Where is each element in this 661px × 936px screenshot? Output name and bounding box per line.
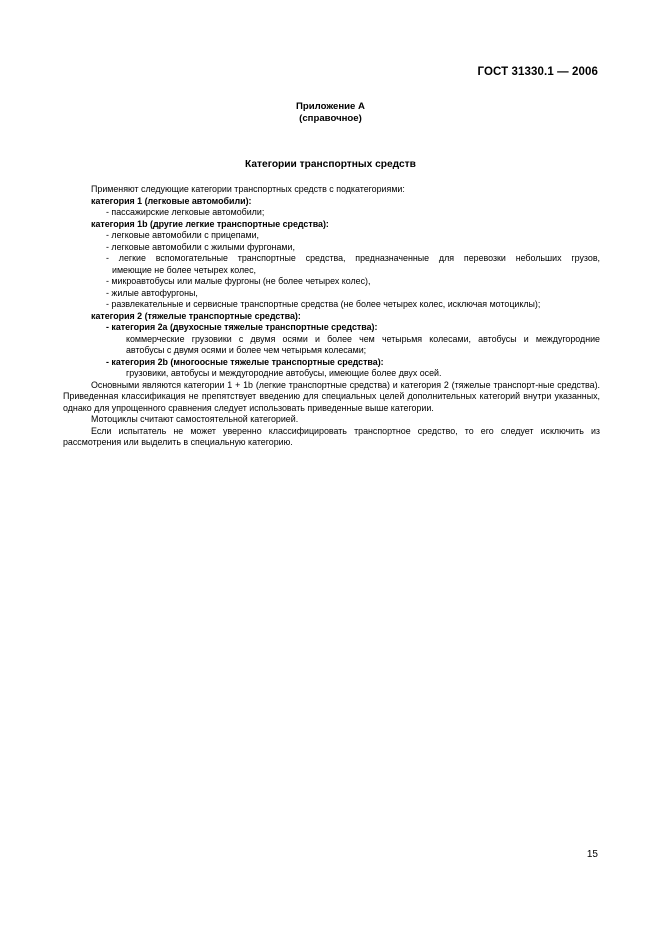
paragraph: Основными являются категории 1 + 1b (легкие транспортные средства) и категория 2 (тяжелые транспорт-ные средства). Приведенная классификация не препятствует введению для специальных целей дополнительных категорий внутри указанных, однако для упрощенного сравнения следует использовать приведенные выше категории. xyxy=(63,379,600,413)
category-2a-title: - категория 2a (двухосные тяжелые транспортные средства): xyxy=(106,322,378,332)
document-header-id: ГОСТ 31330.1 — 2006 xyxy=(477,66,598,78)
category-1b-item: - развлекательные и сервисные транспортные средства (не более четырех колес, исключая мотоциклы); xyxy=(106,299,541,309)
category-2a-text: автобусы с двумя осями и более чем четырьмя колесами; xyxy=(126,345,367,355)
category-2a-text: коммерческие грузовики с двумя осями и более чем четырьмя колесами, автобусы и междугородние xyxy=(126,333,600,344)
category-1b-item: - легковые автомобили с жилыми фургонами, xyxy=(106,241,295,252)
paragraph: Если испытатель не может уверенно классифицировать транспортное средство, то его следует исключить из рассмотрения или выделить в специальную категорию. xyxy=(63,425,600,447)
category-1-title: категория 1 (легковые автомобили): xyxy=(91,195,252,206)
intro-text: Применяют следующие категории транспортных средств с подкатегориями: xyxy=(91,184,405,194)
category-1b-title: категория 1b (другие легкие транспортные средства): xyxy=(91,218,329,229)
section-title: Категории транспортных средств xyxy=(245,159,416,170)
category-1b-item: - жилые автофургоны, xyxy=(106,287,198,298)
annex-type: (справочное) xyxy=(299,113,362,124)
category-1b-item-continuation: имеющие не более четырех колес, xyxy=(112,264,256,275)
category-1b-item: - легковые автомобили с прицепами, xyxy=(106,230,260,240)
document-body xyxy=(63,184,600,449)
category-2b-title: - категория 2b (многоосные тяжелые транспортные средства): xyxy=(106,356,384,367)
paragraph: Мотоциклы считают самостоятельной категорией. xyxy=(91,414,299,424)
category-2b-text: грузовики, автобусы и междугородние автобусы, имеющие более двух осей. xyxy=(126,368,442,378)
category-2-title: категория 2 (тяжелые транспортные средства): xyxy=(91,310,301,321)
page-number: 15 xyxy=(586,849,598,860)
annex-title: Приложение А xyxy=(296,101,365,112)
category-1b-item: - легкие вспомогательные транспортные средства, предназначенные для перевозки небольших грузов, xyxy=(106,253,600,263)
category-1b-item: - микроавтобусы или малые фургоны (не более четырех колес), xyxy=(106,276,371,286)
category-1-item: - пассажирские легковые автомобили; xyxy=(106,207,265,217)
